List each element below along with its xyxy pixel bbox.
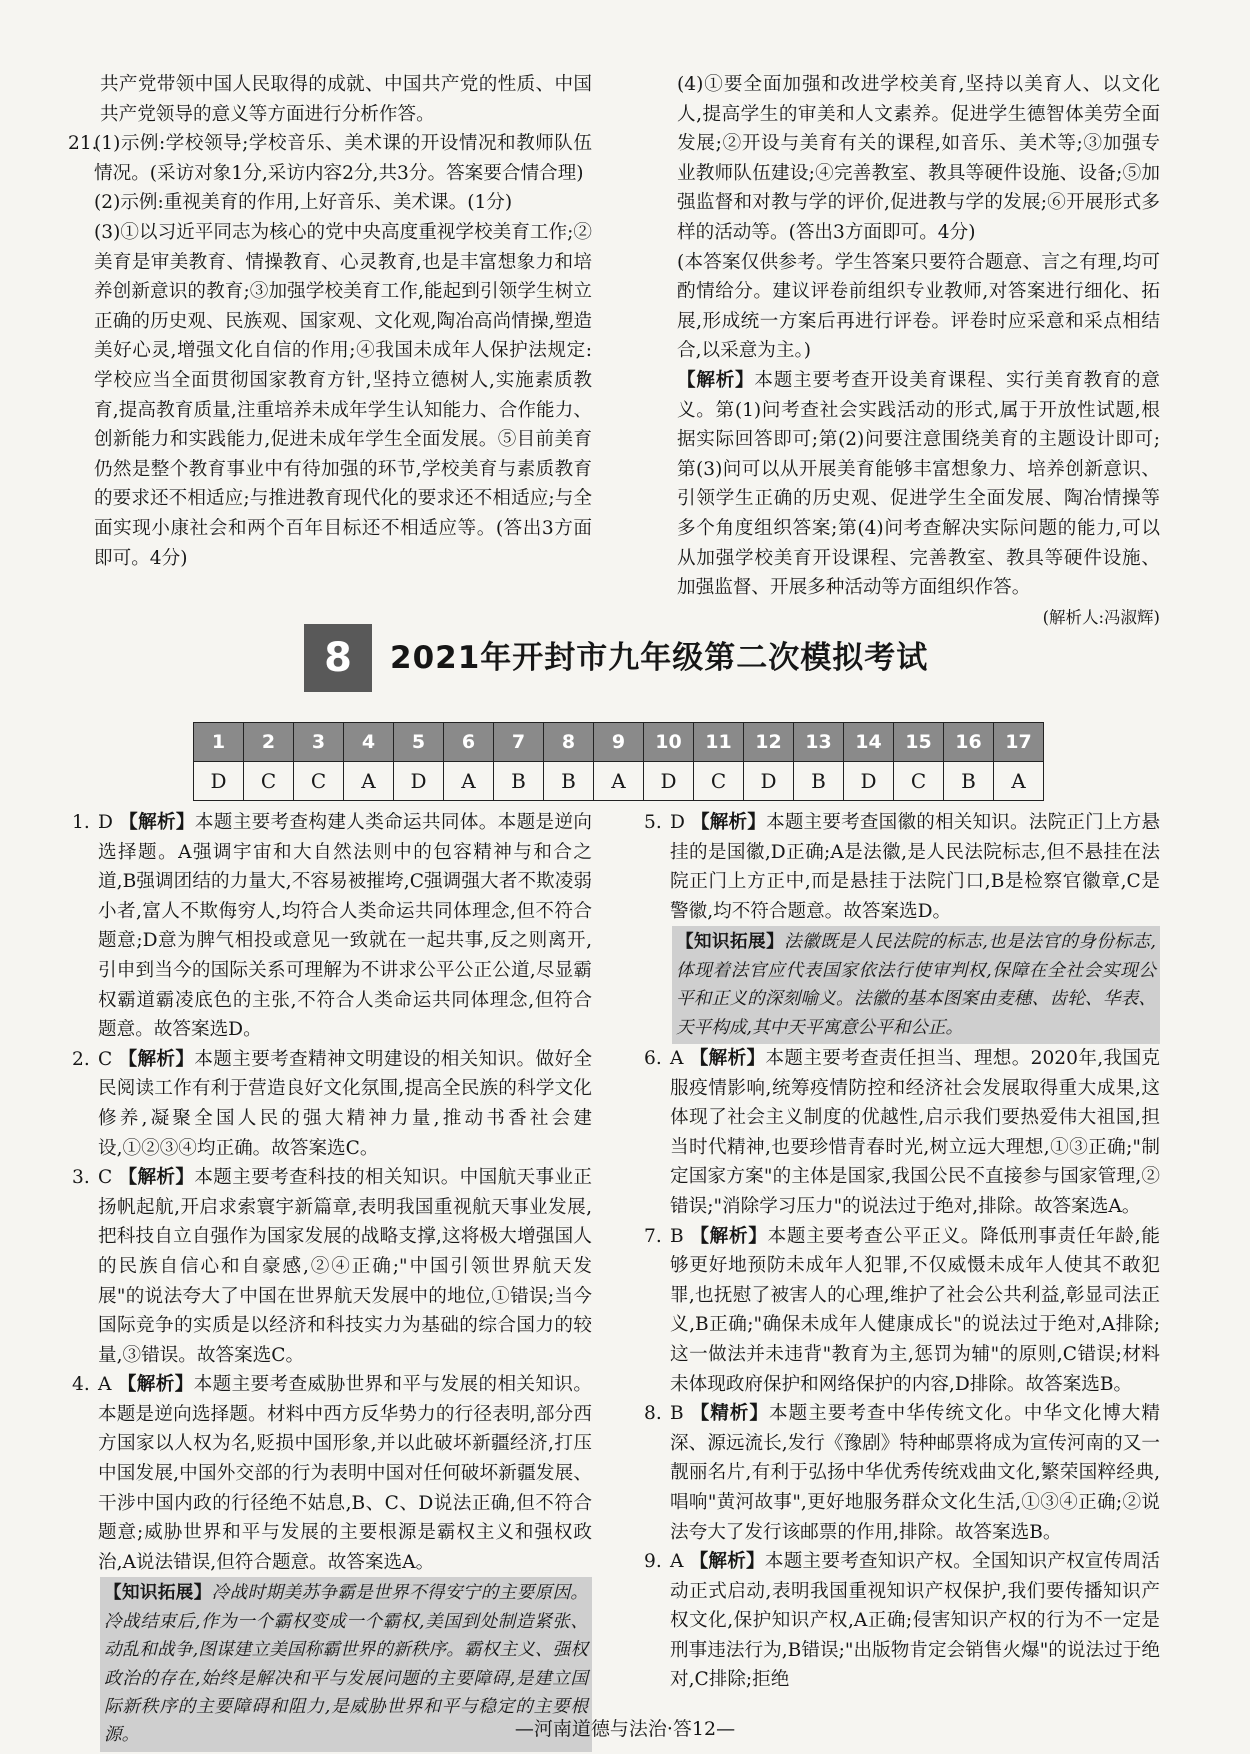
explanation-text: 本题主要考查公平正义。降低刑事责任年龄,能够更好地预防未成年人犯罪,不仅威慑未成年人使其不敢犯罪,也抚慰了被害人的心理,维护了社会公共利益,彰显司法正义,B正确;"确保未成年人健康成长"的说法过于绝对,A排除;这一做法并未违背"教育为主,惩罚为辅"的原则,C错误;材料未体现政府保护和网络保护的内容,D排除。故答案选B。 [670, 1225, 1160, 1395]
section-number-badge: 8 [304, 624, 372, 692]
answer-letter: B [670, 1403, 691, 1425]
table-cell: C [294, 762, 344, 801]
explanation-paragraph [98, 1163, 592, 1370]
table-cell: 10 [644, 723, 694, 762]
section-title: 2021年开封市九年级第二次模拟考试 [390, 640, 929, 676]
explanation-text: 本题主要考查中华传统文化。中华文化博大精深、源远流长,发行《豫剧》特种邮票将成为宣传河南的又一靓丽名片,有利于弘扬中华优秀传统戏曲文化,繁荣国粹经典,唱响"黄河故事",更好地服务群众文化生活,①③④正确;②说法夸大了发行该邮票的作用,排除。故答案选B。 [670, 1403, 1160, 1543]
grading-note: (本答案仅供参考。学生答案只要符合题意、言之有理,均可酌情给分。建议评卷前组织专业教师,对答案进行细化、拓展,形成统一方案后再进行评卷。评卷时应采意和采点相结合,以采意为主。) [677, 251, 1160, 362]
explanation-paragraph [670, 1547, 1160, 1695]
table-cell: 5 [394, 723, 444, 762]
table-cell: A [994, 762, 1044, 801]
answer-21-part4: (4)①要全面加强和改进学校美育,坚持以美育人、以文化人,提高学生的审美和人文素养。促进学生德智体美劳全面发展;②开设与美育有关的课程,如音乐、美术等;③加强专业教师队伍建设;④完善教室、教具等硬件设施、设备;⑤加强监督和对教与学的评价,促进教与学的发展;⑥开展形式多样的活动等。(答出3方面即可。4分) [677, 74, 1160, 243]
table-cell: 17 [994, 723, 1044, 762]
table-cell: B [944, 762, 994, 801]
analyst-credit: (解析人:冯淑辉) [1042, 607, 1160, 627]
explanation-paragraph [670, 1044, 1160, 1222]
answer-letter: D [98, 812, 120, 833]
question-number: 5. [644, 812, 662, 833]
explanation-paragraph [670, 1222, 1160, 1400]
table-cell: C [894, 762, 944, 801]
answer-letter: C [98, 1048, 119, 1070]
table-cell: 4 [344, 723, 394, 762]
question-number: 2. [72, 1048, 90, 1070]
table-cell: B [794, 762, 844, 801]
explanation-text: 本题主要考查国徽的相关知识。法院正门上方悬挂的是国徽,D正确;A是法徽,是人民法院标志,但不悬挂在法院正门上方正中,而是悬挂于法院门口,B是检察官徽章,C是警徽,均不符合题意。故答案选D。 [670, 812, 1160, 922]
answer-letter: D [670, 812, 691, 833]
explanation-6 [644, 1044, 1160, 1222]
explanation-paragraph [98, 1370, 592, 1577]
table-cell: A [344, 762, 394, 801]
analysis-label: 【解析】 [689, 1551, 765, 1573]
explanation-text: 本题主要考查构建人类命运共同体。本题是逆向选择题。A强调宇宙和大自然法则中的包容精神与和合之道,B强调团结的力量大,不容易被摧垮,C强调强大者不欺凌弱小者,富人不欺侮穷人,均符合人类命运共同体理念,但不符合题意;D意为脾气相投或意见一致就在一起共事,反之则离开,引申到当今的国际关系可理解为不讲求公平公正公道,尽显霸权霸道霸凌底色的主张,不符合人类命运共同体理念,但符合题意。故答案选D。 [98, 812, 592, 1041]
top-left-column [68, 70, 592, 573]
table-cell: D [744, 762, 794, 801]
explanation-paragraph [98, 808, 592, 1045]
analysis-paragraph [677, 366, 1160, 603]
explanation-8 [644, 1399, 1160, 1547]
table-cell: B [544, 762, 594, 801]
analysis-label: 【解析】 [118, 1048, 195, 1070]
answer-key-table [193, 722, 1044, 801]
table-cell: D [644, 762, 694, 801]
analysis-label: 【精析】 [690, 1403, 769, 1425]
answer-20-tail: 共产党带领中国人民取得的成就、中国共产党的性质、中国共产党领导的意义等方面进行分析作答。 [100, 74, 592, 125]
bottom-right-column [644, 808, 1160, 1695]
explanation-text: 本题主要考查责任担当、理想。2020年,我国克服疫情影响,统筹疫情防控和经济社会发展取得重大成果,这体现了社会主义制度的优越性,启示我们要热爱伟大祖国,担当时代精神,也要珍惜青春时光,树立远大理想,①③正确;"制定国家方案"的主体是国家,我国公民不直接参与国家管理,②错误;"消除学习压力"的说法过于绝对,排除。故答案选A。 [670, 1048, 1160, 1217]
table-cell: D [194, 762, 244, 801]
analysis-label: 【解析】 [691, 812, 767, 833]
explanation-2 [72, 1045, 592, 1163]
knowledge-extension-box [672, 926, 1160, 1044]
answer-table-letters-row [194, 762, 1044, 801]
explanation-7 [644, 1222, 1160, 1400]
question-number: 1. [72, 812, 90, 833]
explanation-3 [72, 1163, 592, 1370]
analysis-label: 【解析】 [689, 1048, 766, 1069]
table-cell: 2 [244, 723, 294, 762]
answer-letter: B [670, 1225, 691, 1247]
table-cell: 11 [694, 723, 744, 762]
answer-table-numbers-row [194, 723, 1044, 762]
table-cell: 13 [794, 723, 844, 762]
question-number: 21. [68, 133, 98, 155]
analysis-label: 【解析】 [119, 812, 195, 833]
knowledge-extension-label: 【知识拓展】 [104, 1582, 212, 1604]
explanation-9 [644, 1547, 1160, 1695]
answer-21-part3: (3)①以习近平同志为核心的党中央高度重视学校美育工作;②美育是审美教育、情操教育、心灵教育,也是丰富想象力和培养创新意识的教育;③加强学校美育工作,能起到引领学生树立正确的历史观、民族观、国家观、文化观,陶冶高尚情操,塑造美好心灵,增强文化自信的作用;④我国未成年人保护法规定:学校应当全面贯彻国家教育方针,坚持立德树人,实施素质教育,提高教育质量,注重培养未成年学生认知能力、合作能力、创新能力和实践能力,促进未成年学生全面发展。⑤目前美育仍然是整个教育事业中有待加强的环节,学校美育与素质教育的要求还不相适应;与推进教育现代化的要求还不相适应;与全面实现小康社会和两个百年目标还不相适应等。(答出3方面即可。4分) [94, 221, 592, 569]
explanation-paragraph [670, 1399, 1160, 1547]
question-number: 6. [644, 1048, 662, 1069]
table-cell: 7 [494, 723, 544, 762]
table-cell: 9 [594, 723, 644, 762]
answer-letter: C [98, 1167, 119, 1189]
question-number: 8. [644, 1403, 662, 1425]
question-number: 7. [644, 1225, 662, 1247]
knowledge-extension-text: 冷战时期美苏争霸是世界不得安宁的主要原因。冷战结束后,作为一个霸权变成一个霸权,美国到处制造紧张、动乱和战争,图谋建立美国称霸世界的新秩序。霸权主义、强权政治的存在,始终是解决和平与发展问题的主要障碍,是建立国际新秩序的主要障碍和阻力,是威胁世界和平与稳定的主要根源。 [104, 1583, 588, 1746]
answer-letter: A [98, 1374, 118, 1396]
table-cell: B [494, 762, 544, 801]
table-cell: C [694, 762, 744, 801]
answer-21-part2: (2)示例:重视美育的作用,上好音乐、美术课。(1分) [94, 192, 513, 214]
table-cell: 12 [744, 723, 794, 762]
explanation-paragraph [98, 1045, 592, 1163]
answer-21-part1: (1)示例:学校领导;学校音乐、美术课的开设情况和教师队伍情况。(采访对象1分,采访内容2分,共3分。答案要合情合理) [94, 133, 592, 184]
question-number: 3. [72, 1167, 90, 1189]
section-banner [304, 624, 964, 692]
explanation-text: 本题主要考查科技的相关知识。中国航天事业正扬帆起航,开启求索寰宇新篇章,表明我国重视航天事业发展,把科技自立自强作为国家发展的战略支撑,这将极大增强国人的民族自信心和自豪感,②④正确;"中国引领世界航天发展"的说法夸大了中国在世界航天发展中的地位,①错误;当今国际竞争的实质是以经济和科技实力为基础的综合国力的较量,③错误。故答案选C。 [98, 1167, 592, 1366]
analysis-label: 【解析】 [117, 1374, 194, 1396]
table-cell: A [594, 762, 644, 801]
answer-letter: A [670, 1048, 690, 1069]
knowledge-extension-label: 【知识拓展】 [676, 931, 785, 953]
analysis-label: 【解析】 [118, 1167, 195, 1189]
table-cell: 8 [544, 723, 594, 762]
question-number: 9. [644, 1551, 662, 1573]
table-cell: 16 [944, 723, 994, 762]
table-cell: C [244, 762, 294, 801]
table-cell: A [444, 762, 494, 801]
top-right-column [677, 70, 1160, 632]
table-cell: 1 [194, 723, 244, 762]
explanation-1 [72, 808, 592, 1045]
knowledge-extension-text: 法徽既是人民法院的标志,也是法官的身份标志,体现着法官应代表国家依法行使审判权,保障在全社会实现公平和正义的深刻喻义。法徽的基本图案由麦穗、齿轮、华表、天平构成,其中天平寓意公平和公正。 [676, 932, 1156, 1038]
bottom-left-column [72, 808, 592, 1752]
question-number: 4. [72, 1374, 90, 1396]
analysis-text: 本题主要考查开设美育课程、实行美育教育的意义。第(1)问考查社会实践活动的形式,属于开放性试题,根据实际回答即可;第(2)问要注意围绕美育的主题设计即可;第(3)问可以从开展美育能够丰富想象力、培养创新意识、引领学生正确的历史观、促进学生全面发展、陶冶情操等多个角度组织答案;第(4)问考查解决实际问题的能力,可以从加强学校美育开设课程、完善教室、教具等硬件设施、加强监督、开展多种活动等方面组织作答。 [677, 369, 1160, 599]
explanation-text: 本题主要考查威胁世界和平与发展的相关知识。本题是逆向选择题。材料中西方反华势力的行径表明,部分西方国家以人权为名,贬损中国形象,并以此破坏新疆经济,打压中国发展,中国外交部的行为表明中国对任何破坏新疆发展、干涉中国内政的行径绝不姑息,B、C、D说法正确,但不符合题意;威胁世界和平与发展的主要根源是霸权主义和强权政治,A说法错误,但符合题意。故答案选A。 [98, 1374, 592, 1573]
page-footer: —河南道德与法治·答12— [514, 1718, 736, 1740]
explanation-paragraph [670, 808, 1160, 926]
table-cell: D [394, 762, 444, 801]
table-cell: D [844, 762, 894, 801]
table-cell: 6 [444, 723, 494, 762]
analysis-label: 【解析】 [690, 1225, 768, 1247]
table-cell: 14 [844, 723, 894, 762]
explanation-text: 本题主要考查精神文明建设的相关知识。做好全民阅读工作有利于营造良好文化氛围,提高全民族的科学文化修养,凝聚全国人民的强大精神力量,推动书香社会建设,①②③④均正确。故答案选C。 [98, 1048, 592, 1159]
answer-21 [68, 129, 592, 573]
analysis-label: 【解析】 [677, 369, 755, 391]
table-cell: 3 [294, 723, 344, 762]
table-cell: 15 [894, 723, 944, 762]
explanation-5 [644, 808, 1160, 926]
explanation-text: 本题主要考查知识产权。全国知识产权宣传周活动正式启动,表明我国重视知识产权保护,我们要传播知识产权文化,保护知识产权,A正确;侵害知识产权的行为不一定是刑事违法行为,B错误;"出版物肯定会销售火爆"的说法过于绝对,C排除;拒绝 [670, 1551, 1160, 1691]
answer-letter: A [670, 1551, 690, 1573]
explanation-4 [72, 1370, 592, 1577]
